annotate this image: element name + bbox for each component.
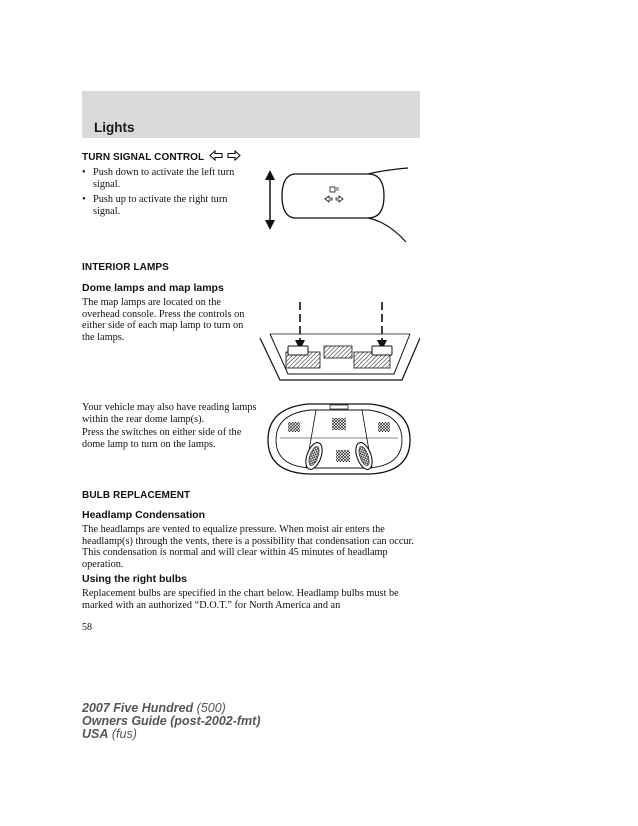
lens-pattern [336,450,350,462]
dome-switch-paragraph: Press the switches on either side of the dome lamp to turn on the lamps. [82,427,242,450]
reading-lamps-paragraph: Your vehicle may also have reading lamps within the rear dome lamp(s). [82,402,257,425]
right-bulbs-subheading: Using the right bulbs [82,573,187,585]
left-map-lamp-button [288,346,308,355]
headlamp-condensation-subheading: Headlamp Condensation [82,509,206,521]
bulb-replacement-heading: BULB REPLACEMENT [82,490,191,501]
center-lens [324,346,352,358]
dome-lamp-clip [330,405,348,409]
footer [82,702,261,741]
right-bulbs-paragraph: Replacement bulbs are specified in the chart below. Headlamp bulbs must be marked with an authorized “D.O.T.” for North America and an [82,588,399,611]
lever-end [282,174,384,218]
lever-body-bottom [368,218,406,242]
lever-body-top [368,168,408,174]
turn-signal-heading [82,150,241,163]
rear-dome-lamp-illustration [258,400,420,478]
lens-pattern [378,422,390,432]
turn-signal-heading-text: TURN SIGNAL CONTROL [82,152,205,163]
map-lamps-paragraph: The map lamps are located on the overhead console. Press the controls on either side of each map lamp to turn on the lamps. [82,297,245,343]
turn-signal-bullets [82,167,257,221]
footer-market-code: (fus) [111,727,137,741]
footer-guide: Owners Guide (post-2002-fmt) [82,714,261,728]
bullet-item: • Push down to activate the left turn signal. [82,167,257,190]
footer-market: USA [82,727,109,741]
footer-model: 2007 Five Hundred [82,701,194,715]
down-arrow-icon [265,220,275,230]
turn-signal-lever-illustration [258,160,418,242]
lens-pattern [332,418,346,430]
right-map-lamp-button [372,346,392,355]
page-section-title: Lights [94,120,135,135]
lever-arrows-icon [325,196,343,202]
page-number: 58 [82,622,92,633]
footer-model-code: (500) [196,701,226,715]
interior-lamps-heading: INTERIOR LAMPS [82,262,169,273]
up-arrow-icon [265,170,275,180]
turn-signal-arrows-icon [209,150,241,161]
condensation-paragraph: The headlamps are vented to equalize pressure. When moist air enters the headlamp(s) through the vents, there is a possibility that condensation can occur. This condensation is normal and will clear within 45 minutes of headlamp operation. [82,524,414,570]
lens-pattern [288,422,300,432]
bullet-item: • Push up to activate the right turn signal. [82,194,257,217]
headlamp-icon [330,187,339,192]
dome-lamps-subheading: Dome lamps and map lamps [82,282,224,294]
map-lamp-console-illustration [258,296,420,388]
